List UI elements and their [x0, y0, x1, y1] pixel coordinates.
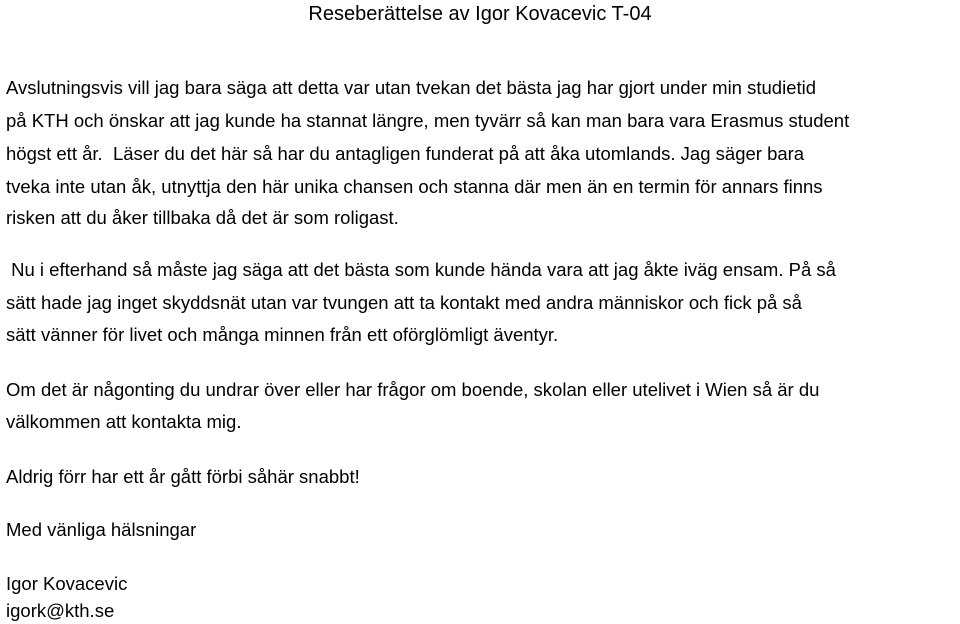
text-line: risken att du åker tillbaka då det är som roligast.	[6, 207, 399, 228]
signature-email: igork@kth.se	[6, 600, 115, 621]
sentence: högst ett år.	[6, 143, 103, 164]
text-line: sätt hade jag inget skyddsnät utan var tvungen att ta kontakt med andra människor och fick på så	[6, 292, 802, 313]
text-line: på KTH och önskar att jag kunde ha stannat längre, men tyvärr så kan man bara vara Erasmus student	[6, 110, 850, 131]
sentence: Nu i efterhand så måste jag säga att det bästa som kunde hända vara att jag åkte iväg ensam.	[6, 259, 784, 280]
sentence: Läser du det här så har du antagligen funderat på att åka utomlands.	[102, 143, 676, 164]
text-line	[6, 259, 836, 281]
text-line: sätt vänner för livet och många minnen från ett oförglömligt äventyr.	[6, 324, 559, 345]
sentence: Jag säger bara	[675, 143, 805, 164]
paragraph-4: Aldrig förr har ett år gått förbi såhär snabbt!	[6, 466, 360, 487]
closing-greeting: Med vänliga hälsningar	[6, 519, 197, 540]
text-line: tveka inte utan åk, utnyttja den här unika chansen och stanna där men än en termin för annars finns	[6, 176, 823, 197]
text-line	[6, 143, 804, 165]
text-line: Om det är någonting du undrar över eller har frågor om boende, skolan eller utelivet i Wien så är du	[6, 379, 820, 400]
text-line: välkommen att kontakta mig.	[6, 411, 242, 432]
signature-name: Igor Kovacevic	[6, 573, 128, 594]
document-title: Reseberättelse av Igor Kovacevic T-04	[308, 3, 652, 25]
sentence: På så	[783, 259, 836, 280]
text-line: Avslutningsvis vill jag bara säga att detta var utan tvekan det bästa jag har gjort under min studietid	[6, 77, 817, 98]
